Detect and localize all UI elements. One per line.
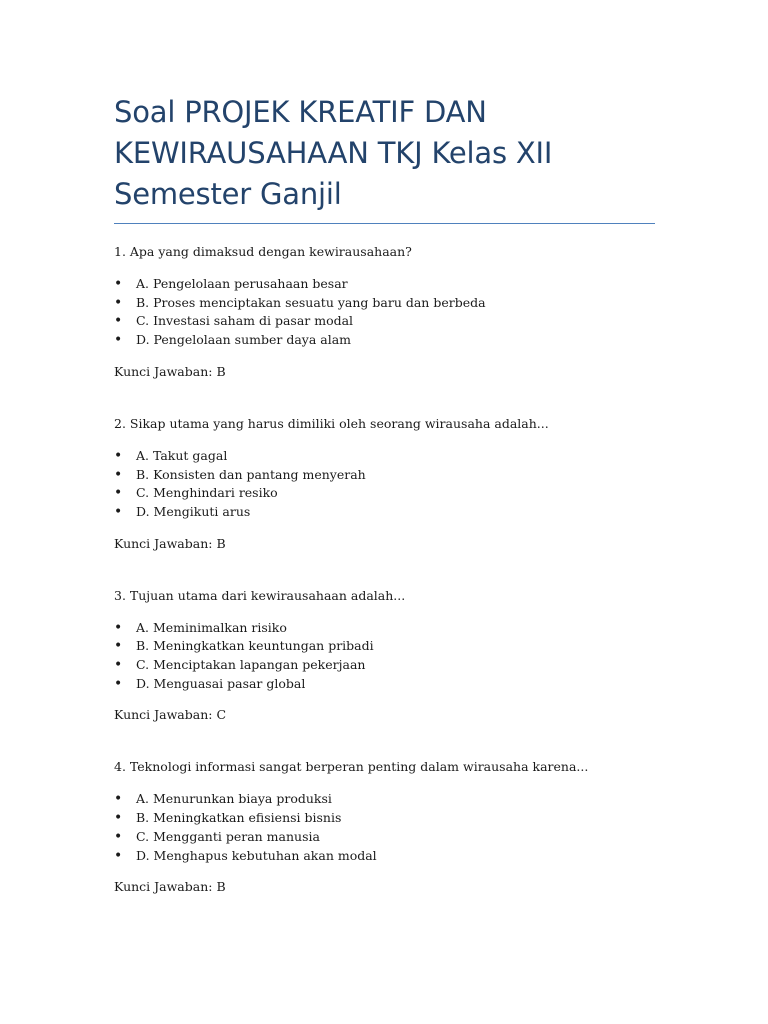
question-3 (114, 587, 655, 725)
bullet-icon: • (114, 447, 123, 464)
answer-key: Kunci Jawaban: C (114, 707, 227, 723)
bullet-icon: • (114, 466, 123, 483)
option-text: B. Konsisten dan pantang menyerah (136, 466, 366, 482)
question-4 (114, 758, 655, 896)
bullet-icon: • (114, 503, 123, 520)
option-item (114, 466, 655, 485)
option-list (114, 619, 655, 694)
option-text: D. Pengelolaan sumber daya alam (136, 332, 352, 348)
option-text: C. Mengganti peran manusia (136, 828, 320, 844)
option-text: C. Menciptakan lapangan pekerjaan (136, 657, 366, 673)
question-text: 2. Sikap utama yang harus dimiliki oleh seorang wirausaha adalah... (114, 415, 549, 431)
option-item (114, 809, 655, 828)
bullet-icon: • (114, 847, 123, 864)
title-line: KEWIRAUSAHAAN TKJ Kelas XII (114, 136, 553, 170)
title-line: Semester Ganjil (114, 177, 342, 211)
option-item (114, 312, 655, 331)
option-item (114, 790, 655, 809)
option-list (114, 275, 655, 350)
title-divider (114, 223, 655, 224)
option-item (114, 847, 655, 866)
option-text: A. Meminimalkan risiko (136, 619, 287, 635)
option-list (114, 790, 655, 865)
question-text: 1. Apa yang dimaksud dengan kewirausahaan? (114, 244, 412, 259)
answer-key: Kunci Jawaban: B (114, 879, 226, 895)
option-item (114, 275, 655, 294)
option-item (114, 447, 655, 466)
question-text: 4. Teknologi informasi sangat berperan penting dalam wirausaha karena... (114, 759, 589, 775)
option-text: A. Menurunkan biaya produksi (136, 791, 332, 807)
bullet-icon: • (114, 332, 123, 349)
option-text: B. Proses menciptakan sesuatu yang baru dan berbeda (136, 294, 486, 310)
bullet-icon: • (114, 675, 123, 692)
option-text: C. Menghindari resiko (136, 485, 278, 501)
option-text: A. Pengelolaan perusahaan besar (136, 276, 348, 291)
bullet-icon: • (114, 791, 123, 808)
bullet-icon: • (114, 294, 123, 311)
answer-key: Kunci Jawaban: B (114, 535, 226, 551)
option-item (114, 828, 655, 847)
option-text: D. Mengikuti arus (136, 503, 251, 519)
option-item (114, 656, 655, 675)
question-text: 3. Tujuan utama dari kewirausahaan adalah... (114, 587, 406, 603)
option-item (114, 484, 655, 503)
option-item (114, 619, 655, 638)
option-text: A. Takut gagal (136, 447, 228, 463)
bullet-icon: • (114, 276, 123, 292)
bullet-icon: • (114, 313, 123, 330)
answer-key: Kunci Jawaban: B (114, 363, 226, 379)
option-list (114, 447, 655, 522)
option-text: B. Meningkatkan efisiensi bisnis (136, 810, 342, 826)
option-text: B. Meningkatkan keuntungan pribadi (136, 638, 374, 654)
document-page (114, 92, 655, 896)
option-item (114, 294, 655, 313)
bullet-icon: • (114, 638, 123, 655)
bullet-icon: • (114, 810, 123, 827)
option-item (114, 637, 655, 656)
bullet-icon: • (114, 657, 123, 674)
option-item (114, 675, 655, 694)
option-item (114, 503, 655, 522)
document-title (114, 92, 655, 215)
option-text: D. Menghapus kebutuhan akan modal (136, 847, 377, 863)
question-2 (114, 415, 655, 553)
bullet-icon: • (114, 619, 123, 636)
question-1 (114, 243, 655, 381)
option-item (114, 331, 655, 350)
bullet-icon: • (114, 828, 123, 845)
bullet-icon: • (114, 485, 123, 502)
title-line: Soal PROJEK KREATIF DAN (114, 95, 487, 129)
option-text: C. Investasi saham di pasar modal (136, 313, 354, 329)
option-text: D. Menguasai pasar global (136, 675, 306, 691)
